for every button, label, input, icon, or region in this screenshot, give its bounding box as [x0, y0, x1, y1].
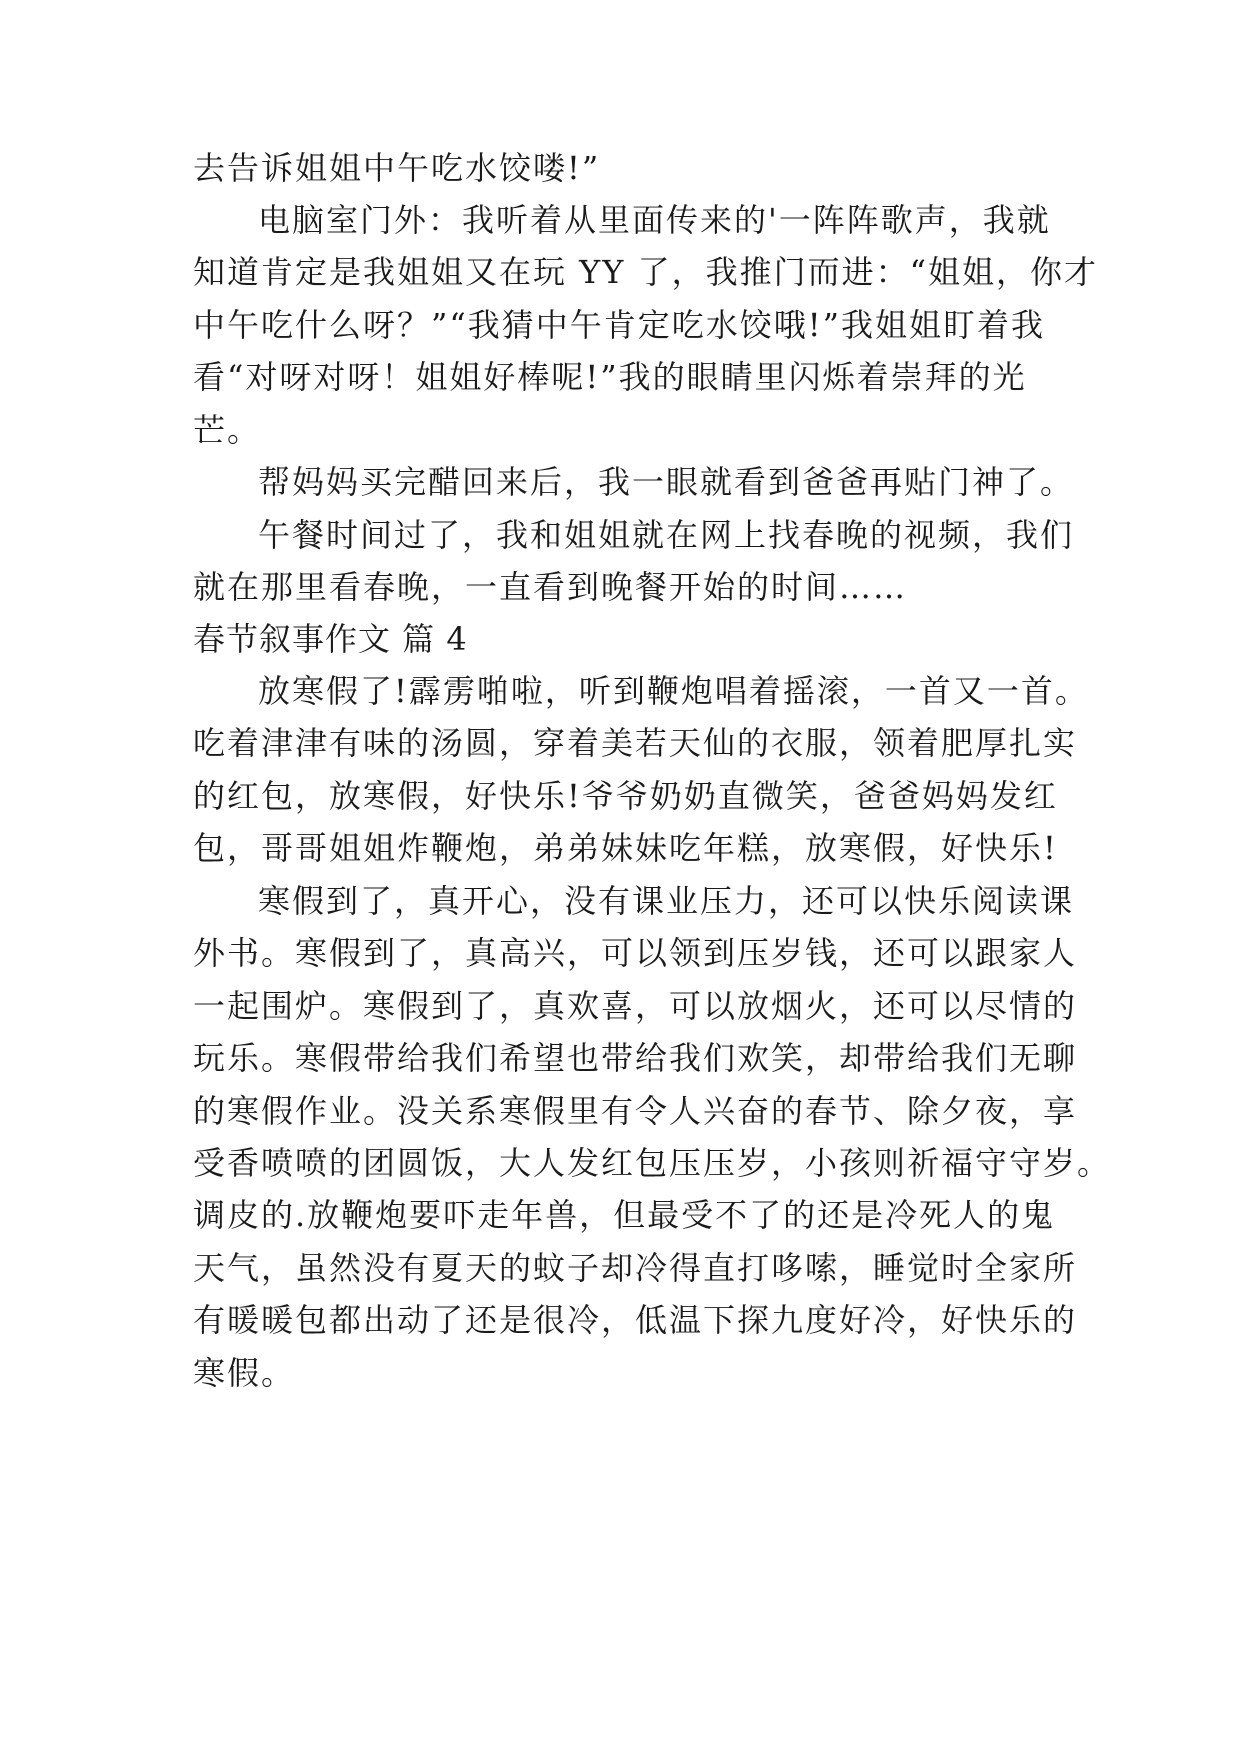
text-line: 的寒假作业。没关系寒假里有令人兴奋的春节、除夕夜，享: [193, 1092, 1078, 1130]
paragraph-start: 放寒假了!霹雳啪啦，听到鞭炮唱着摇滚，一首又一首。: [258, 672, 1089, 710]
text-line: 看“对呀对呀！姐姐好棒呢!”我的眼睛里闪烁着崇拜的光: [193, 358, 1027, 396]
text-line: 的红包，放寒假，好快乐!爷爷奶奶直微笑，爸爸妈妈发红: [193, 777, 1058, 815]
text-line: 去告诉姐姐中午吃水饺喽!”: [193, 149, 601, 187]
text-line: 芒。: [193, 411, 262, 449]
text-line: 吃着津津有味的汤圆，穿着美若天仙的衣服，领着肥厚扎实: [193, 724, 1078, 762]
text-line: 包，哥哥姐姐炸鞭炮，弟弟妹妹吃年糕，放寒假，好快乐!: [193, 829, 1058, 867]
section-heading: 春节叙事作文 篇 4: [193, 620, 468, 658]
paragraph-start: 寒假到了，真开心，没有课业压力，还可以快乐阅读课: [258, 882, 1075, 920]
text-line: 有暖暖包都出动了还是很冷，低温下探九度好冷，好快乐的: [193, 1301, 1078, 1339]
text-line: 一起围炉。寒假到了，真欢喜，可以放烟火，还可以尽情的: [193, 987, 1078, 1025]
text-line: 玩乐。寒假带给我们希望也带给我们欢笑，却带给我们无聊: [193, 1039, 1078, 1077]
paragraph-start: 电脑室门外：我听着从里面传来的'一阵阵歌声，我就: [258, 201, 1051, 239]
text-line: 外书。寒假到了，真高兴，可以领到压岁钱，还可以跟家人: [193, 934, 1078, 972]
text-line: 中午吃什么呀？”“我猜中午肯定吃水饺哦!”我姐姐盯着我: [193, 306, 1045, 344]
text-line: 知道肯定是我姐姐又在玩 YY 了，我推门而进：“姐姐，你才: [193, 253, 1098, 291]
text-line: 就在那里看春晚，一直看到晚餐开始的时间……: [193, 568, 908, 606]
paragraph-start: 帮妈妈买完醋回来后，我一眼就看到爸爸再贴门神了。: [258, 463, 1075, 501]
text-line: 寒假。: [193, 1354, 296, 1392]
text-line: 天气，虽然没有夏天的蚊子却冷得直打哆嗦，睡觉时全家所: [193, 1249, 1078, 1287]
text-line: 受香喷喷的团圆饭，大人发红包压压岁，小孩则祈福守守岁。: [193, 1144, 1112, 1182]
paragraph-start: 午餐时间过了，我和姐姐就在网上找春晚的视频，我们: [258, 516, 1075, 554]
text-line: 调皮的.放鞭炮要吓走年兽，但最受不了的还是冷死人的鬼: [193, 1196, 1056, 1234]
